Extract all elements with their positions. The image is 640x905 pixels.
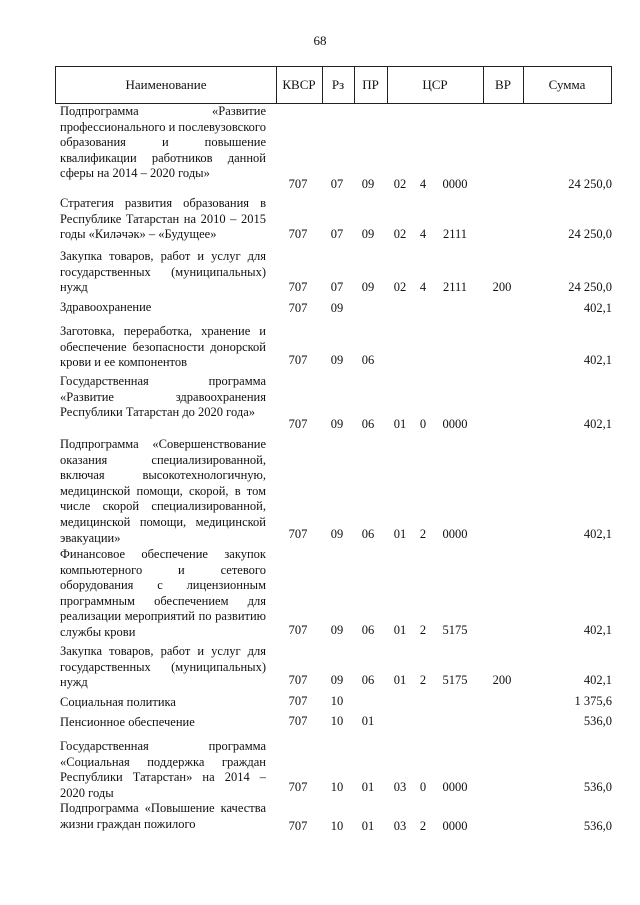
cell-csr3: 5175 (442, 673, 468, 688)
cell-rz: 09 (330, 301, 344, 316)
cell-sum: 536,0 (583, 714, 612, 729)
header-rz: Рз (331, 77, 345, 92)
row-name: Стратегия развития образования в Республике Татарстан на 2010 – 2015 годы «Киләчәк» – «Будущее» (60, 196, 266, 242)
cell-rz: 07 (330, 227, 344, 242)
cell-csr2: 2 (419, 623, 427, 638)
cell-kvsr: 707 (288, 694, 308, 709)
cell-csr3: 0000 (442, 177, 468, 192)
row-name: Заготовка, переработка, хранение и обеспечение безопасности донорской крови и ее компонентов (60, 324, 266, 370)
cell-csr1: 01 (393, 673, 407, 688)
cell-rz: 07 (330, 177, 344, 192)
row-name: Государственная программа «Развитие здравоохранения Республики Татарстан до 2020 года» (60, 374, 266, 420)
cell-csr2: 2 (419, 819, 427, 834)
row-name: Финансовое обеспечение закупок компьютерного и сетевого оборудования с лицензионным программным обеспечением для реализации мероприятий по развитию службы крови (60, 547, 266, 639)
cell-csr3: 0000 (442, 527, 468, 542)
row-name: Подпрограмма «Развитие профессионального и послевузовского образования и повышение квалификации работников данной сферы на 2014 – 2020 годы» (60, 104, 266, 181)
cell-rz: 09 (330, 353, 344, 368)
cell-csr3: 2111 (442, 280, 468, 295)
table-row (55, 695, 612, 713)
row-name: Пенсионное обеспечение (60, 715, 195, 729)
row-name: Государственная программа «Социальная поддержка граждан Республики Татарстан» на 2014 – 2020 годы (60, 739, 266, 800)
cell-rz: 10 (330, 714, 344, 729)
cell-csr2: 0 (419, 780, 427, 795)
cell-pr: 01 (361, 714, 375, 729)
table-row (55, 196, 612, 246)
row-name: Подпрограмма «Совершенствование оказания специализированной, включая высокотехнологичную, медицинской помощи, скорой, в том числе скорой специализированной, медицинской помощи, медицинской эвакуации» (60, 437, 266, 545)
cell-rz: 07 (330, 280, 344, 295)
cell-kvsr: 707 (288, 301, 308, 316)
table-header (55, 66, 612, 104)
table-row (55, 104, 612, 196)
cell-csr3: 0000 (442, 780, 468, 795)
cell-kvsr: 707 (288, 227, 308, 242)
cell-sum: 24 250,0 (568, 280, 612, 295)
cell-kvsr: 707 (288, 780, 308, 795)
cell-sum: 24 250,0 (568, 177, 612, 192)
cell-pr: 09 (361, 280, 375, 295)
header-sum: Сумма (548, 77, 586, 92)
cell-kvsr: 707 (288, 417, 308, 432)
cell-kvsr: 707 (288, 527, 308, 542)
table-row (55, 324, 612, 372)
table-row (55, 300, 612, 320)
cell-csr1: 02 (393, 177, 407, 192)
cell-csr3: 5175 (442, 623, 468, 638)
header-name: Наименование (125, 77, 207, 92)
cell-kvsr: 707 (288, 714, 308, 729)
header-kvsr: КВСР (282, 77, 316, 92)
table-row (55, 739, 612, 799)
cell-pr: 09 (361, 227, 375, 242)
row-name: Закупка товаров, работ и услуг для государственных (муниципальных) нужд (60, 249, 266, 295)
cell-csr1: 01 (393, 527, 407, 542)
cell-kvsr: 707 (288, 177, 308, 192)
cell-csr1: 03 (393, 780, 407, 795)
page-number: 68 (313, 33, 327, 48)
cell-rz: 09 (330, 527, 344, 542)
table-row (55, 249, 612, 299)
cell-sum: 402,1 (583, 673, 612, 688)
cell-sum: 402,1 (583, 417, 612, 432)
cell-pr: 09 (361, 177, 375, 192)
cell-pr: 01 (361, 780, 375, 795)
cell-vr: 200 (492, 673, 512, 688)
cell-csr3: 0000 (442, 819, 468, 834)
cell-csr2: 4 (419, 227, 427, 242)
cell-rz: 10 (330, 694, 344, 709)
header-csr: ЦСР (422, 77, 448, 92)
cell-kvsr: 707 (288, 353, 308, 368)
cell-pr: 06 (361, 353, 375, 368)
cell-pr: 06 (361, 527, 375, 542)
cell-csr3: 0000 (442, 417, 468, 432)
cell-pr: 01 (361, 819, 375, 834)
row-name: Подпрограмма «Повышение качества жизни граждан пожилого (60, 801, 266, 831)
cell-csr2: 0 (419, 417, 427, 432)
cell-pr: 06 (361, 623, 375, 638)
cell-csr3: 2111 (442, 227, 468, 242)
cell-csr1: 03 (393, 819, 407, 834)
cell-sum: 536,0 (583, 819, 612, 834)
row-name: Социальная политика (60, 695, 176, 709)
cell-csr2: 4 (419, 280, 427, 295)
cell-csr1: 01 (393, 623, 407, 638)
cell-csr1: 01 (393, 417, 407, 432)
cell-sum: 1 375,6 (574, 694, 612, 709)
cell-csr2: 2 (419, 527, 427, 542)
table-row (55, 801, 612, 837)
cell-sum: 402,1 (583, 527, 612, 542)
row-name: Здравоохранение (60, 300, 152, 314)
cell-sum: 536,0 (583, 780, 612, 795)
cell-rz: 09 (330, 623, 344, 638)
cell-rz: 10 (330, 780, 344, 795)
cell-vr: 200 (492, 280, 512, 295)
cell-kvsr: 707 (288, 280, 308, 295)
table-row (55, 437, 612, 546)
cell-sum: 402,1 (583, 301, 612, 316)
header-vr: ВР (495, 77, 511, 92)
cell-rz: 09 (330, 673, 344, 688)
table-row (55, 715, 612, 733)
cell-sum: 402,1 (583, 353, 612, 368)
cell-rz: 09 (330, 417, 344, 432)
table-row (55, 547, 612, 642)
table-row (55, 644, 612, 692)
cell-pr: 06 (361, 417, 375, 432)
cell-sum: 24 250,0 (568, 227, 612, 242)
header-pr: ПР (362, 77, 379, 92)
row-name: Закупка товаров, работ и услуг для государственных (муниципальных) нужд (60, 644, 266, 690)
cell-sum: 402,1 (583, 623, 612, 638)
cell-csr1: 02 (393, 227, 407, 242)
cell-kvsr: 707 (288, 673, 308, 688)
cell-pr: 06 (361, 673, 375, 688)
cell-kvsr: 707 (288, 819, 308, 834)
cell-kvsr: 707 (288, 623, 308, 638)
cell-csr2: 2 (419, 673, 427, 688)
cell-rz: 10 (330, 819, 344, 834)
cell-csr2: 4 (419, 177, 427, 192)
cell-csr1: 02 (393, 280, 407, 295)
table-row (55, 374, 612, 436)
